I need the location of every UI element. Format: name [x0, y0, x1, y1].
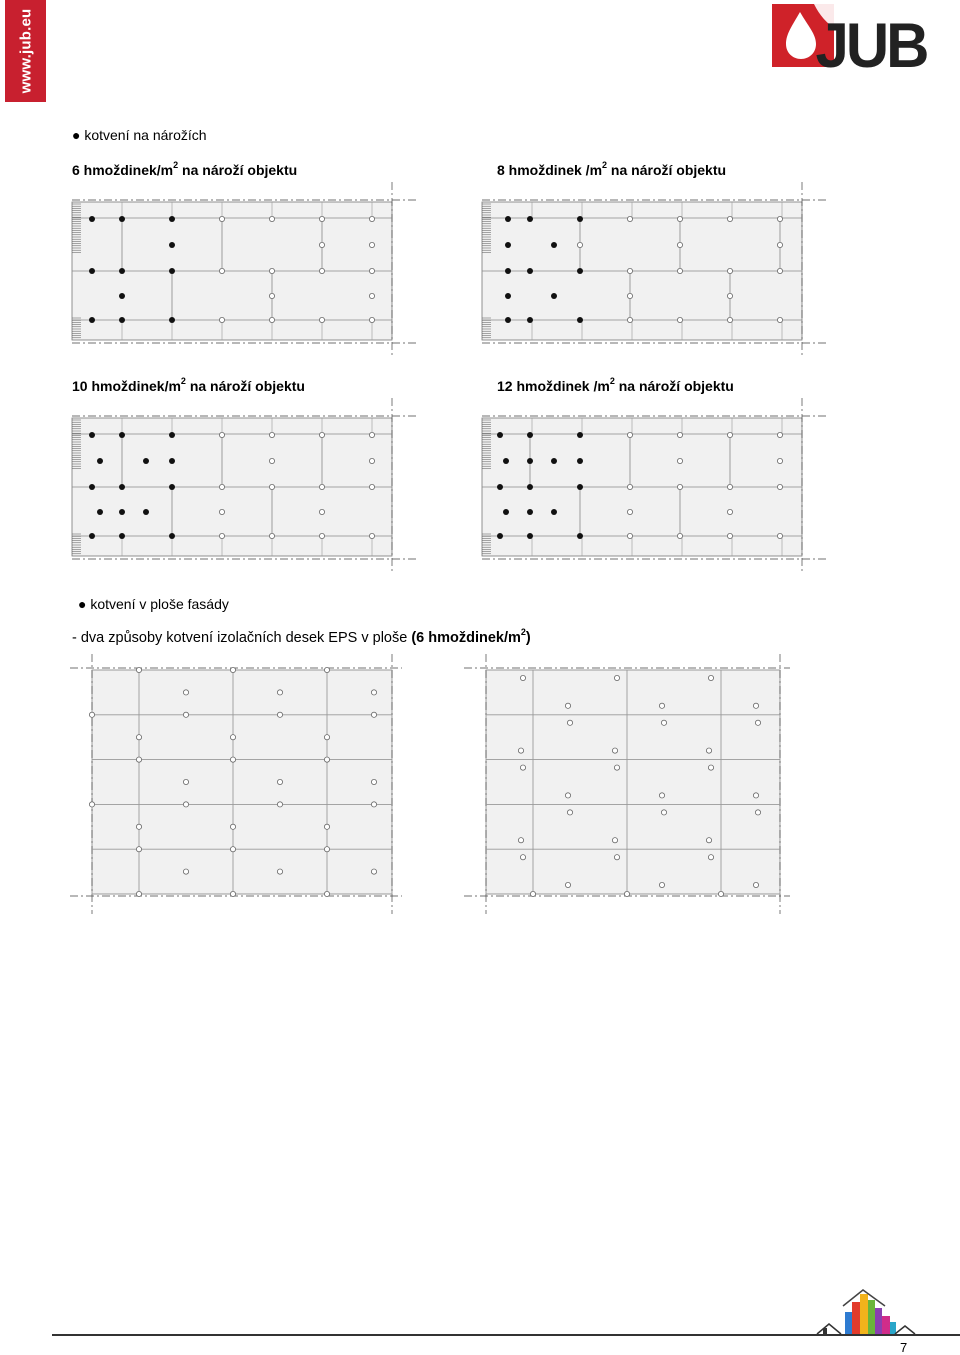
dowel-open — [219, 432, 224, 437]
dowel-open — [269, 458, 274, 463]
dowel-open — [708, 675, 713, 680]
dowel-open — [230, 757, 235, 762]
dowel-filled — [169, 242, 175, 248]
dowel-open — [269, 268, 274, 273]
dowel-open — [677, 484, 682, 489]
dowel-filled — [169, 317, 175, 323]
dowel-filled — [119, 317, 125, 323]
dowel-filled — [169, 533, 175, 539]
dowel-open — [777, 533, 782, 538]
dowel-open — [567, 810, 572, 815]
dowel-open — [324, 847, 329, 852]
dowel-open — [230, 667, 235, 672]
dowel-filled — [89, 484, 95, 490]
dowel-open — [706, 838, 711, 843]
dowel-filled — [527, 533, 533, 539]
dowel-open — [369, 268, 374, 273]
dowel-open — [219, 216, 224, 221]
dowel-filled — [527, 216, 533, 222]
board-field — [486, 670, 780, 894]
dowel-open — [614, 675, 619, 680]
dowel-filled — [169, 432, 175, 438]
dowel-open — [677, 242, 682, 247]
dowel-open — [219, 509, 224, 514]
dowel-open — [369, 432, 374, 437]
dowel-open — [369, 216, 374, 221]
dowel-open — [269, 432, 274, 437]
dowel-open — [324, 757, 329, 762]
jub-logo-icon — [770, 2, 927, 82]
caption-8-corner: 8 hmoždinek $/m^2$ na nároží objektu — [497, 160, 727, 178]
dowel-open — [777, 484, 782, 489]
dowel-filled — [527, 509, 533, 515]
dowel-open — [627, 317, 632, 322]
dowel-open — [183, 802, 188, 807]
dowel-open — [612, 838, 617, 843]
dowel-open — [371, 802, 376, 807]
dowel-open — [136, 824, 141, 829]
dowel-open — [324, 667, 329, 672]
dowel-open — [565, 882, 570, 887]
dowel-filled — [89, 432, 95, 438]
dowel-filled — [169, 484, 175, 490]
dowel-open — [677, 216, 682, 221]
footer-rule — [52, 1334, 960, 1336]
dowel-open — [661, 810, 666, 815]
dowel-filled — [169, 458, 175, 464]
dowel-open — [627, 432, 632, 437]
dowel-open — [89, 802, 94, 807]
dowel-filled — [577, 432, 583, 438]
diagram-8-dowels-corner — [470, 182, 830, 362]
dowel-open — [755, 720, 760, 725]
dowel-open — [627, 293, 632, 298]
dowel-open — [277, 869, 282, 874]
dowel-open — [269, 484, 274, 489]
dowel-filled — [577, 533, 583, 539]
dowel-open — [324, 824, 329, 829]
dowel-open — [727, 268, 732, 273]
dowel-open — [777, 432, 782, 437]
dowel-open — [614, 765, 619, 770]
jub-logo — [770, 2, 927, 82]
dowel-open — [219, 533, 224, 538]
dowel-open — [369, 484, 374, 489]
dowel-open — [718, 891, 723, 896]
diagram-facade-method-2 — [460, 654, 805, 916]
dowel-open — [677, 432, 682, 437]
diagram-10-dowels-corner — [60, 398, 420, 578]
dowel-filled — [551, 293, 557, 299]
dowel-open — [136, 735, 141, 740]
dowel-open — [230, 824, 235, 829]
dowel-filled — [505, 216, 511, 222]
dowel-filled — [505, 268, 511, 274]
dowel-open — [219, 268, 224, 273]
dowel-open — [677, 458, 682, 463]
dowel-open — [183, 712, 188, 717]
dowel-open — [371, 779, 376, 784]
dowel-open — [319, 509, 324, 514]
dowel-open — [520, 855, 525, 860]
dowel-filled — [143, 509, 149, 515]
dowel-open — [230, 891, 235, 896]
dowel-open — [753, 703, 758, 708]
dowel-filled — [119, 509, 125, 515]
dowel-open — [319, 242, 324, 247]
dowel-filled — [97, 509, 103, 515]
dowel-filled — [89, 317, 95, 323]
dowel-open — [319, 317, 324, 322]
dowel-open — [324, 735, 329, 740]
dowel-filled — [143, 458, 149, 464]
dowel-filled — [119, 216, 125, 222]
dowel-filled — [169, 216, 175, 222]
bullet-corner-anchoring: ● kotvení na nárožích — [72, 127, 207, 143]
dowel-filled — [577, 458, 583, 464]
dowel-open — [624, 891, 629, 896]
dowel-open — [136, 757, 141, 762]
dowel-open — [677, 317, 682, 322]
dowel-filled — [527, 432, 533, 438]
dowel-filled — [97, 458, 103, 464]
dowel-filled — [577, 268, 583, 274]
dowel-open — [727, 293, 732, 298]
dowel-open — [627, 268, 632, 273]
dowel-filled — [505, 317, 511, 323]
dowel-open — [319, 432, 324, 437]
caption-10-corner: 10 hmoždinek/$m^2$ na nároží objektu — [72, 376, 305, 394]
dowel-open — [708, 855, 713, 860]
dowel-open — [727, 432, 732, 437]
dowel-filled — [551, 509, 557, 515]
dowel-open — [753, 793, 758, 798]
dowel-open — [277, 712, 282, 717]
dowel-open — [136, 891, 141, 896]
dowel-open — [565, 793, 570, 798]
dowel-open — [659, 703, 664, 708]
dowel-open — [706, 748, 711, 753]
dowel-open — [230, 847, 235, 852]
dowel-open — [369, 317, 374, 322]
dowel-open — [661, 720, 666, 725]
dowel-open — [777, 317, 782, 322]
caption-12-corner: 12 hmoždinek $/m^2$ na nároží objektu — [497, 376, 734, 394]
bullet-facade-anchoring: ● kotvení v ploše fasády — [78, 596, 229, 612]
dowel-open — [183, 779, 188, 784]
dowel-filled — [497, 533, 503, 539]
dowel-open — [727, 533, 732, 538]
dowel-open — [755, 810, 760, 815]
dowel-open — [520, 675, 525, 680]
dowel-open — [727, 484, 732, 489]
dowel-filled — [119, 484, 125, 490]
dowel-open — [269, 216, 274, 221]
jub-logo-text: JUB — [815, 10, 927, 82]
dowel-open — [369, 242, 374, 247]
dowel-open — [183, 690, 188, 695]
facade-description: - dva způsoby kotvení izolačních desek EPS v ploše (6 hmoždinek/$m^2$) — [72, 627, 531, 646]
dowel-open — [777, 458, 782, 463]
dowel-open — [659, 882, 664, 887]
dowel-open — [577, 242, 582, 247]
dowel-open — [727, 317, 732, 322]
dowel-open — [219, 317, 224, 322]
dowel-filled — [503, 509, 509, 515]
board-field — [92, 670, 392, 894]
dowel-open — [89, 712, 94, 717]
dowel-filled — [551, 458, 557, 464]
dowel-open — [136, 847, 141, 852]
dowel-open — [777, 216, 782, 221]
dowel-filled — [505, 242, 511, 248]
dowel-filled — [551, 242, 557, 248]
dowel-open — [269, 293, 274, 298]
dowel-filled — [89, 216, 95, 222]
dowel-filled — [119, 533, 125, 539]
dowel-open — [319, 533, 324, 538]
dowel-open — [518, 838, 523, 843]
dowel-filled — [577, 317, 583, 323]
dowel-open — [627, 484, 632, 489]
dowel-open — [753, 882, 758, 887]
dowel-filled — [169, 268, 175, 274]
dowel-open — [371, 869, 376, 874]
dowel-open — [520, 765, 525, 770]
dowel-open — [369, 458, 374, 463]
page-number: 7 — [900, 1340, 908, 1355]
dowel-filled — [497, 484, 503, 490]
dowel-filled — [119, 268, 125, 274]
dowel-open — [183, 869, 188, 874]
dowel-open — [319, 484, 324, 489]
dowel-open — [612, 748, 617, 753]
dowel-filled — [527, 317, 533, 323]
dowel-open — [708, 765, 713, 770]
diagram-6-dowels-corner — [60, 182, 420, 362]
dowel-open — [627, 533, 632, 538]
dowel-filled — [119, 432, 125, 438]
dowel-open — [614, 855, 619, 860]
dowel-open — [530, 891, 535, 896]
dowel-open — [727, 216, 732, 221]
dowel-filled — [577, 484, 583, 490]
dowel-open — [677, 533, 682, 538]
dowel-open — [319, 216, 324, 221]
dowel-open — [727, 509, 732, 514]
jub-url-text: www.jub.eu — [17, 8, 34, 94]
dowel-open — [369, 533, 374, 538]
dowel-filled — [577, 216, 583, 222]
dowel-filled — [505, 293, 511, 299]
dowel-open — [371, 690, 376, 695]
dowel-open — [136, 667, 141, 672]
dowel-open — [324, 891, 329, 896]
dowel-open — [277, 779, 282, 784]
dowel-filled — [503, 458, 509, 464]
dowel-open — [277, 802, 282, 807]
dowel-filled — [119, 293, 125, 299]
dowel-open — [627, 216, 632, 221]
dowel-open — [269, 317, 274, 322]
dowel-filled — [527, 268, 533, 274]
dowel-open — [277, 690, 282, 695]
diagram-12-dowels-corner — [470, 398, 830, 578]
dowel-open — [659, 793, 664, 798]
dowel-filled — [89, 533, 95, 539]
dowel-open — [269, 533, 274, 538]
dowel-open — [565, 703, 570, 708]
dowel-open — [319, 268, 324, 273]
dowel-open — [677, 268, 682, 273]
caption-6-corner: 6 hmoždinek/$m^2$ na nároží objektu — [72, 160, 298, 178]
dowel-open — [219, 484, 224, 489]
dowel-filled — [527, 484, 533, 490]
dowel-open — [371, 712, 376, 717]
diagram-facade-method-1 — [66, 654, 406, 916]
dowel-filled — [497, 432, 503, 438]
dowel-open — [627, 509, 632, 514]
dowel-filled — [89, 268, 95, 274]
jub-url-tab — [5, 0, 46, 102]
dowel-filled — [527, 458, 533, 464]
dowel-open — [518, 748, 523, 753]
dowel-open — [230, 735, 235, 740]
dowel-open — [567, 720, 572, 725]
dowel-open — [777, 268, 782, 273]
dowel-open — [369, 293, 374, 298]
dowel-open — [777, 242, 782, 247]
